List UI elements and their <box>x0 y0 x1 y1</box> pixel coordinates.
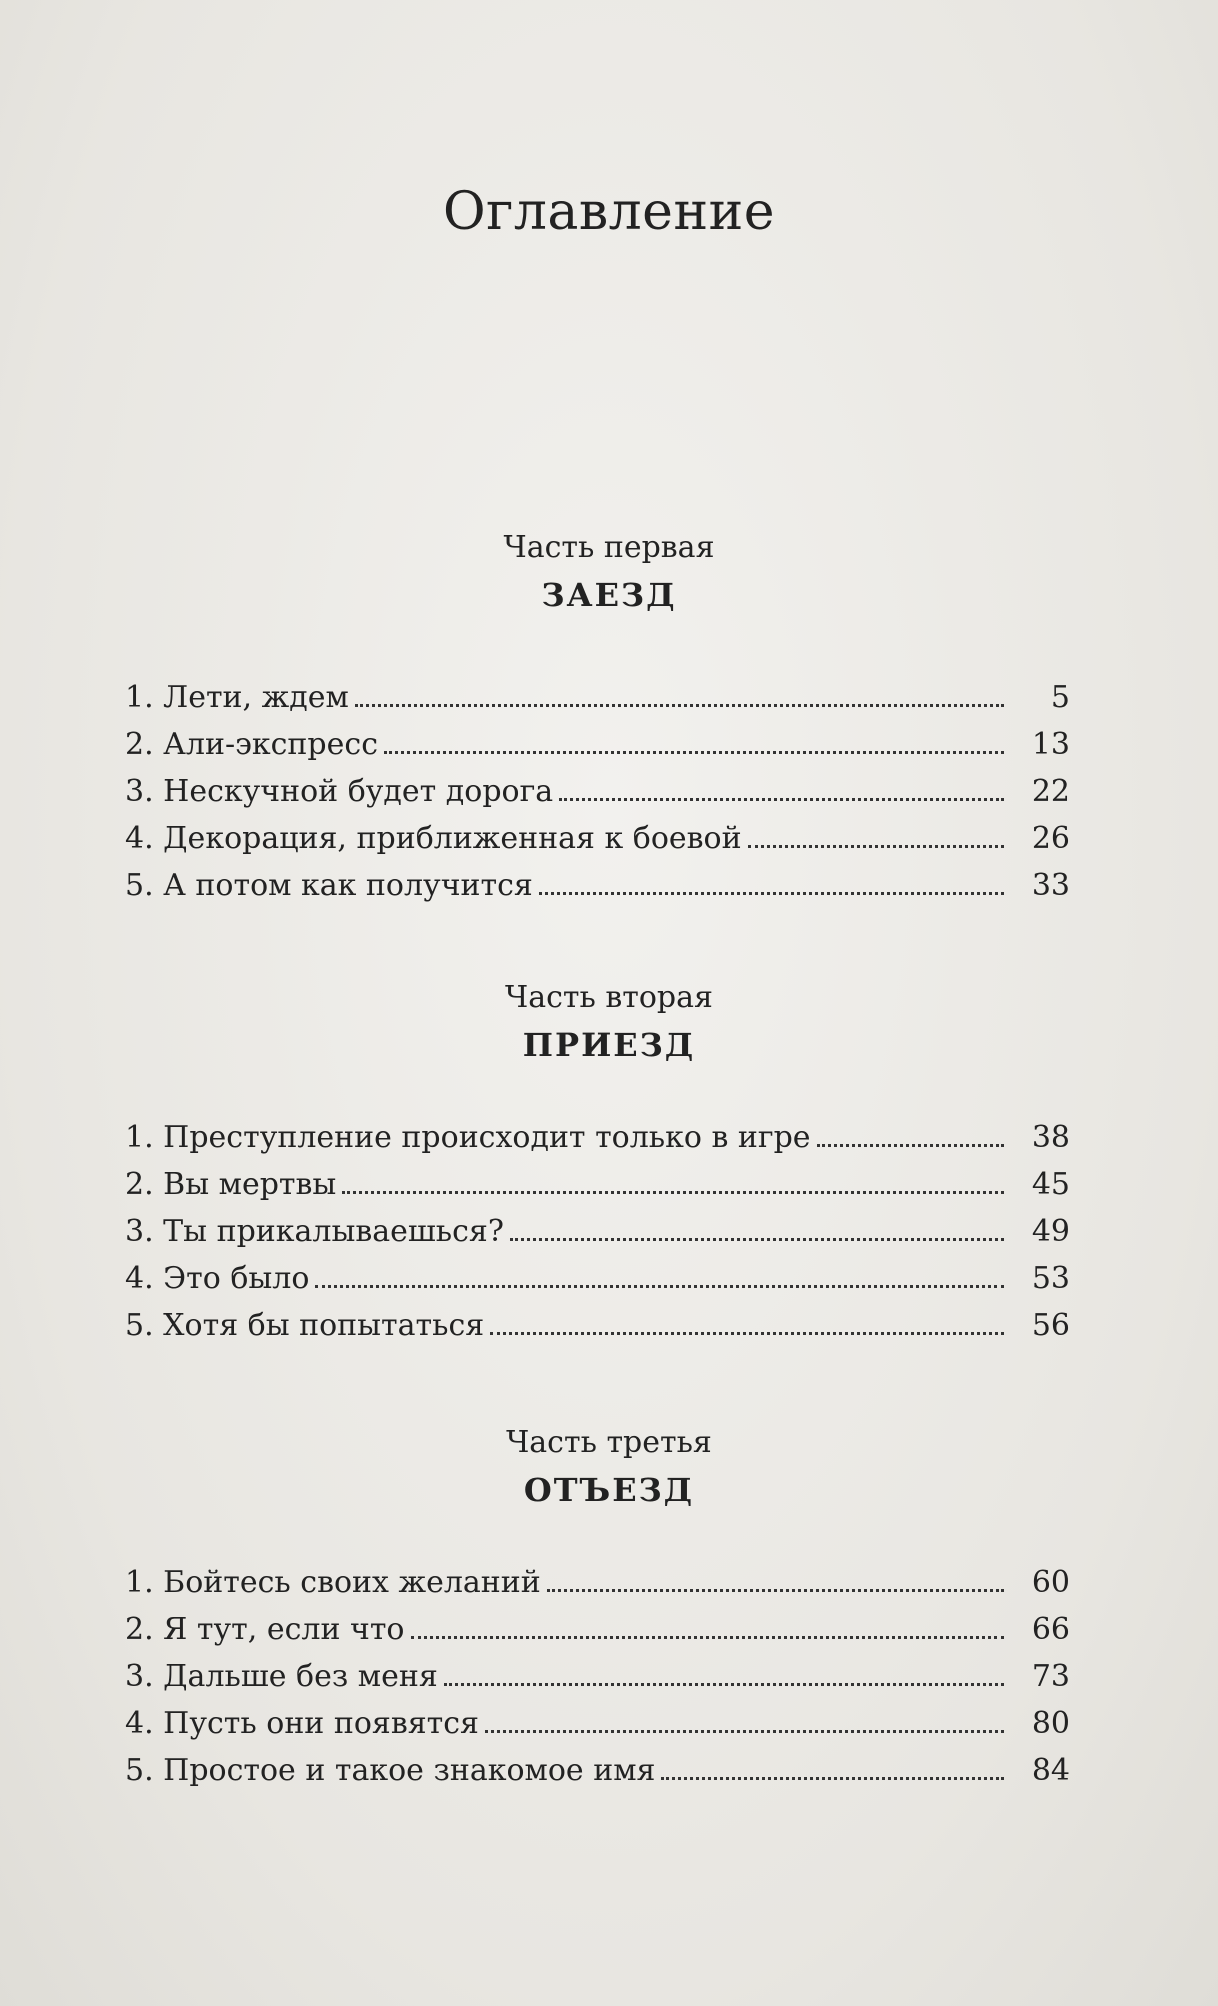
chapter-title: Декорация, приближенная к боевой <box>163 821 742 856</box>
chapter-number: 3. <box>125 1214 154 1249</box>
page-number: 73 <box>1031 1659 1070 1694</box>
page-title: Оглавление <box>442 182 776 242</box>
chapter-title: Я тут, если что <box>163 1612 405 1647</box>
toc-entry[interactable] <box>125 1659 1070 1706</box>
dot-leader <box>559 798 1004 801</box>
page-number: 60 <box>1031 1565 1070 1600</box>
chapter-title: Али-экспресс <box>163 727 378 762</box>
chapter-number: 5. <box>125 1753 154 1788</box>
page-number: 5 <box>1050 680 1070 715</box>
part-heading-2 <box>0 980 1218 1064</box>
page-number: 49 <box>1031 1214 1070 1249</box>
chapter-title: Нескучной будет дорога <box>163 774 554 809</box>
chapter-title: Вы мертвы <box>163 1167 337 1202</box>
chapter-number: 4. <box>125 1706 154 1741</box>
chapter-title: Дальше без меня <box>163 1659 438 1694</box>
dot-leader <box>485 1730 1004 1733</box>
dot-leader <box>315 1285 1004 1288</box>
page-number: 38 <box>1031 1120 1070 1155</box>
page-number: 56 <box>1031 1308 1070 1343</box>
chapter-number: 2. <box>125 1612 154 1647</box>
chapter-list-3 <box>125 1565 1070 1800</box>
page-number: 45 <box>1031 1167 1070 1202</box>
toc-entry[interactable] <box>125 1706 1070 1753</box>
chapter-list-1 <box>125 680 1070 915</box>
part-name: ПРИЕЗД <box>522 1026 696 1064</box>
part-name: ЗАЕЗД <box>541 576 677 614</box>
toc-entry[interactable] <box>125 1565 1070 1612</box>
dot-leader <box>510 1238 1004 1241</box>
chapter-number: 3. <box>125 774 154 809</box>
page-number: 26 <box>1031 821 1070 856</box>
page-number: 33 <box>1031 868 1070 903</box>
dot-leader <box>490 1332 1004 1335</box>
toc-entry[interactable] <box>125 1612 1070 1659</box>
chapter-number: 1. <box>125 1120 154 1155</box>
chapter-title: Бойтесь своих желаний <box>163 1565 541 1600</box>
chapter-title: Лети, ждем <box>163 680 349 715</box>
part-heading-1 <box>0 530 1218 614</box>
dot-leader <box>355 704 1004 707</box>
dot-leader <box>661 1777 1004 1780</box>
chapter-title: Пусть они появятся <box>163 1706 479 1741</box>
page-number: 53 <box>1031 1261 1070 1296</box>
chapter-title: Хотя бы попытаться <box>163 1308 485 1343</box>
page-number: 66 <box>1031 1612 1070 1647</box>
chapter-number: 4. <box>125 1261 154 1296</box>
page-number: 13 <box>1031 727 1070 762</box>
toc-entry[interactable] <box>125 680 1070 727</box>
page-number: 84 <box>1031 1753 1070 1788</box>
toc-entry[interactable] <box>125 1261 1070 1308</box>
dot-leader <box>817 1144 1004 1147</box>
chapter-title: Преступление происходит только в игре <box>163 1120 811 1155</box>
toc-entry[interactable] <box>125 1308 1070 1355</box>
chapter-number: 3. <box>125 1659 154 1694</box>
chapter-number: 2. <box>125 1167 154 1202</box>
dot-leader <box>411 1636 1005 1639</box>
dot-leader <box>547 1589 1004 1592</box>
chapter-title: А потом как получится <box>163 868 533 903</box>
toc-entry[interactable] <box>125 1120 1070 1167</box>
dot-leader <box>384 751 1004 754</box>
toc-entry[interactable] <box>125 774 1070 821</box>
toc-entry[interactable] <box>125 727 1070 774</box>
dot-leader <box>539 892 1004 895</box>
page-number: 22 <box>1031 774 1070 809</box>
part-label: Часть третья <box>506 1425 712 1460</box>
dot-leader <box>748 845 1004 848</box>
part-label: Часть первая <box>503 530 715 565</box>
chapter-number: 5. <box>125 1308 154 1343</box>
chapter-title: Простое и такое знакомое имя <box>163 1753 656 1788</box>
dot-leader <box>444 1683 1004 1686</box>
dot-leader <box>342 1191 1004 1194</box>
part-label: Часть вторая <box>505 980 713 1015</box>
chapter-number: 1. <box>125 680 154 715</box>
chapter-number: 4. <box>125 821 154 856</box>
chapter-number: 2. <box>125 727 154 762</box>
page-number: 80 <box>1031 1706 1070 1741</box>
chapter-number: 1. <box>125 1565 154 1600</box>
chapter-title: Это было <box>163 1261 310 1296</box>
toc-entry[interactable] <box>125 821 1070 868</box>
chapter-title: Ты прикалываешься? <box>163 1214 504 1249</box>
toc-entry[interactable] <box>125 1753 1070 1800</box>
part-heading-3 <box>0 1425 1218 1509</box>
toc-entry[interactable] <box>125 1214 1070 1261</box>
toc-entry[interactable] <box>125 1167 1070 1214</box>
toc-entry[interactable] <box>125 868 1070 915</box>
chapter-list-2 <box>125 1120 1070 1355</box>
part-name: ОТЪЕЗД <box>523 1471 695 1509</box>
chapter-number: 5. <box>125 868 154 903</box>
